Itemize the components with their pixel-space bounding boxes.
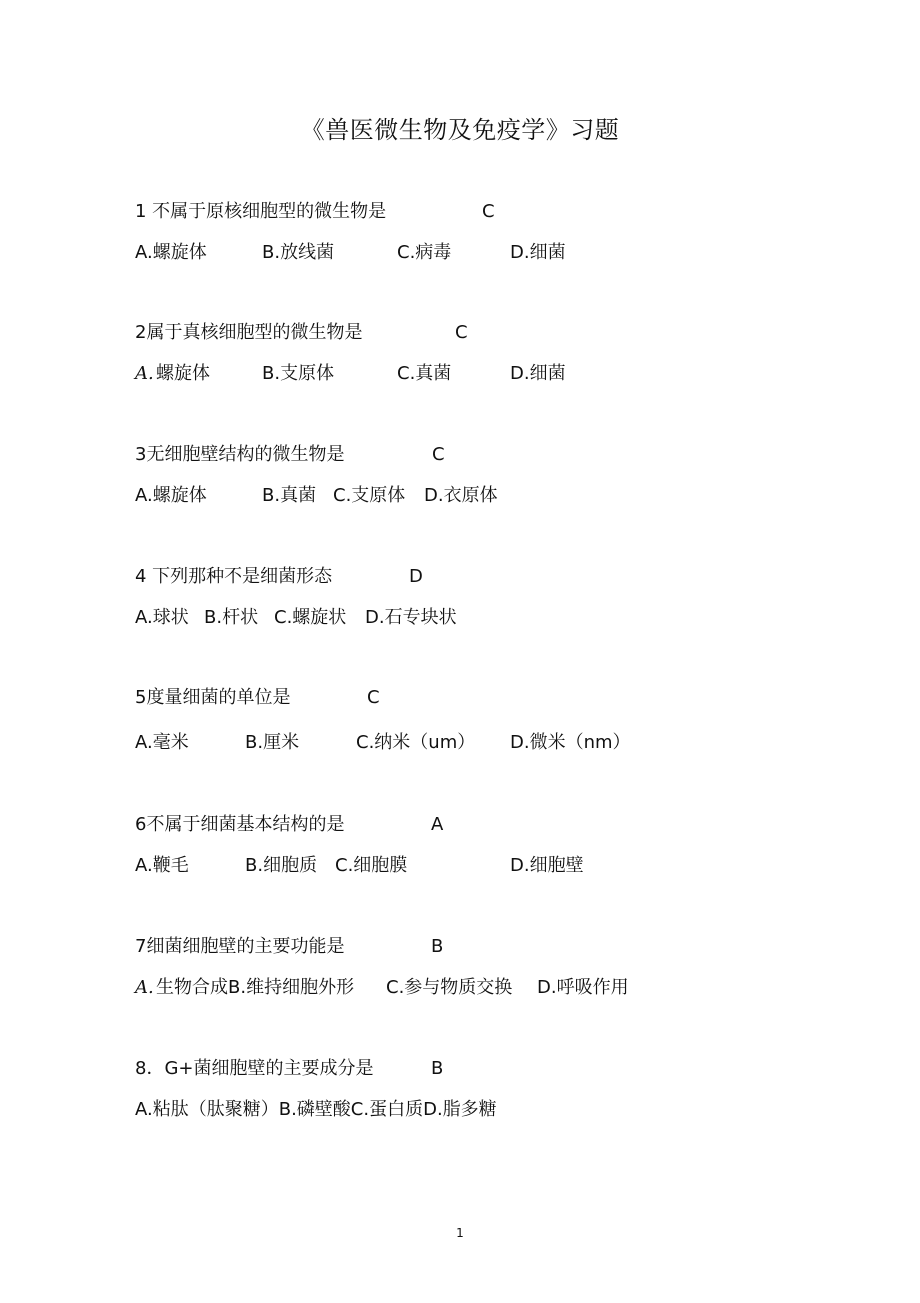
option-a-b: 生物合成B.维持细胞外形 xyxy=(156,977,355,998)
question-text: 7细菌细胞壁的主要功能是 xyxy=(135,936,345,957)
option-d: D.细菌 xyxy=(510,242,566,263)
option-c: C.真菌 xyxy=(397,363,452,384)
question-answer: C xyxy=(482,201,495,222)
option-b: B.杆状 xyxy=(204,607,259,628)
option-c: C.细胞膜 xyxy=(335,855,408,876)
question-text: 6不属于细菌基本结构的是 xyxy=(135,814,345,835)
option-b: B.细胞质 xyxy=(245,855,318,876)
question-text: 8．G+菌细胞壁的主要成分是 xyxy=(135,1058,374,1079)
option-b: B.支原体 xyxy=(262,363,335,384)
option-c: C.参与物质交换 xyxy=(386,977,513,998)
option-a: 螺旋体 xyxy=(156,363,210,384)
option-a: A.螺旋体 xyxy=(135,242,207,263)
question-text: 4 下列那种不是细菌形态 xyxy=(135,566,333,587)
option-a: A.螺旋体 xyxy=(135,485,207,506)
option-d: D.石专块状 xyxy=(365,607,457,628)
question-answer: C xyxy=(367,687,380,708)
option-d: D.衣原体 xyxy=(424,485,498,506)
option-b: B.厘米 xyxy=(245,732,300,753)
option-c: C.螺旋状 xyxy=(274,607,347,628)
question-answer: B xyxy=(431,1058,444,1079)
option-c: C.病毒 xyxy=(397,242,452,263)
option-b: B.放线菌 xyxy=(262,242,335,263)
option-a: A.毫米 xyxy=(135,732,189,753)
option-d: D.细胞壁 xyxy=(510,855,584,876)
page-title: 《兽医微生物及免疫学》习题 xyxy=(300,116,620,144)
page-number: 1 xyxy=(456,1226,464,1240)
option-row: A.粘肽（肽聚糖）B.磷壁酸C.蛋白质D.脂多糖 xyxy=(135,1099,497,1120)
option-c: C.支原体 xyxy=(333,485,406,506)
question-text: 1 不属于原核细胞型的微生物是 xyxy=(135,201,387,222)
option-c: C.纳米（um） xyxy=(356,732,476,753)
question-answer: C xyxy=(455,322,468,343)
option-d: D.微米（nm） xyxy=(510,732,631,753)
option-d: D.呼吸作用 xyxy=(537,977,629,998)
option-a-letter: A. xyxy=(135,977,154,998)
question-answer: B xyxy=(431,936,444,957)
option-a: A.鞭毛 xyxy=(135,855,189,876)
option-b: B.真菌 xyxy=(262,485,317,506)
question-answer: C xyxy=(432,444,445,465)
question-text: 5度量细菌的单位是 xyxy=(135,687,291,708)
question-text: 3无细胞壁结构的微生物是 xyxy=(135,444,345,465)
option-d: D.细菌 xyxy=(510,363,566,384)
option-a-letter: A. xyxy=(135,363,154,384)
option-a: A.球状 xyxy=(135,607,189,628)
question-answer: A xyxy=(431,814,444,835)
question-text: 2属于真核细胞型的微生物是 xyxy=(135,322,363,343)
question-answer: D xyxy=(409,566,423,587)
